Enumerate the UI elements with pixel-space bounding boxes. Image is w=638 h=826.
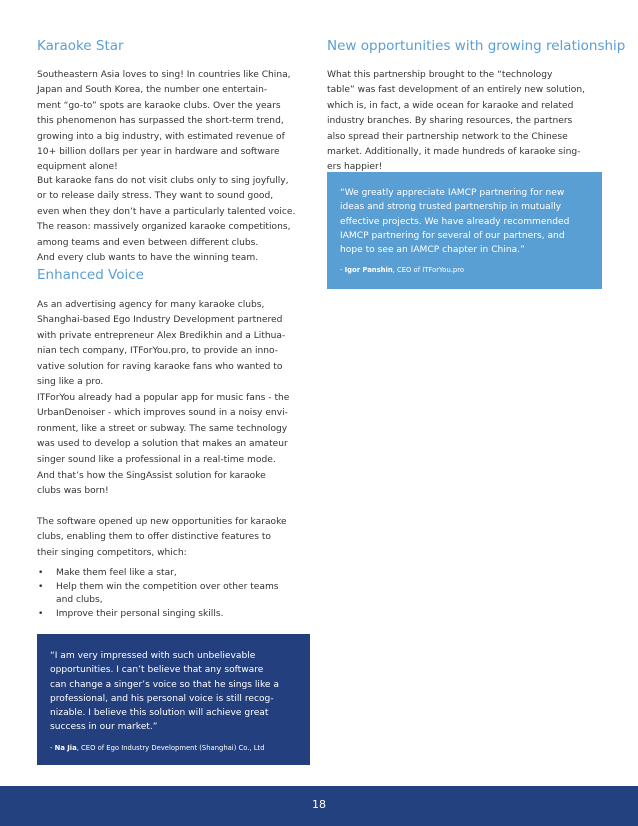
bullet-text: Make them feel like a star,: [56, 568, 177, 578]
section-heading-enhanced-voice: Enhanced Voice: [37, 267, 144, 283]
attribution-prefix: -: [340, 266, 345, 274]
karaoke-star-paragraph-2: But karaoke fans do not visit clubs only to sing joyfully, or to release daily stress. They want to sound good, even when they don’t have a particularly talented voice. The reason: massively organized karaoke competitions, among teams and even between different clubs. And every club wants to have the winning team.: [37, 176, 296, 264]
bullet-item: [37, 608, 313, 622]
quote-text: “I am very impressed with such unbelievable opportunities. I can’t believe that any software can change a singer’s voice so that he sings like a professional, and his personal voice is still recog- nizable. I believe this solution will achieve great success in our market.”: [50, 651, 279, 733]
bullet-item: [37, 581, 313, 608]
bullet-text: Improve their personal singing skills.: [56, 608, 224, 619]
enhanced-voice-paragraph-2: ITForYou already had a popular app for music fans - the UrbanDenoiser - which improves sound in a noisy envi- ronment, like a street or subway. The same technology was used to develop a solution that makes an amateur singer sound like a professional in a real-time mode.: [37, 393, 290, 465]
bullet-text: Help them win the competition over other teams and clubs,: [56, 581, 279, 605]
attribution-prefix: -: [50, 744, 55, 752]
enhanced-voice-paragraph-3: And that’s how the SingAssist solution for karaoke clubs was born!: [37, 471, 266, 497]
quote-text: “We greatly appreciate IAMCP partnering for new ideas and strong trusted partnership in mutually effective projects. We have already recommended IAMCP partnering for several of our partners, and hope to see an IAMCP chapter in China.”: [340, 188, 570, 256]
attribution-name: Na Jia: [54, 744, 77, 752]
attribution-name: Igor Panshin: [344, 266, 393, 274]
page-number: 18: [312, 798, 326, 811]
section-heading-new-opportunities: New opportunities with growing relationship: [327, 38, 626, 54]
bullet-marker: •: [38, 608, 44, 619]
new-opportunities-paragraph: What this partnership brought to the “technology table” was fast development of an entirely new solution, which is, in fact, a wide ocean for karaoke and related industry branches. By sharing resources, the partners also spread their partnership network to the Chinese market. Additionally, it made hundreds of karaoke sing- ers happier!: [327, 70, 585, 173]
bullet-item: [37, 567, 313, 581]
page-footer: [0, 786, 638, 826]
attribution-title: , CEO of Ego Industry Development (Shanghai) Co., Ltd: [76, 744, 265, 752]
quote-attribution: [50, 744, 265, 752]
karaoke-star-paragraph-1: Southeastern Asia loves to sing! In countries like China, Japan and South Korea, the number one entertain- ment “go-to” spots are karaoke clubs. Over the years this phenomenon has surpassed the short-term trend, growing into a big industry, with estimated revenue of 10+ billion dollars per year in hardware and software equipment alone!: [37, 70, 291, 173]
attribution-title: , CEO of ITForYou.pro: [392, 266, 465, 274]
quote-box-na-jia: [37, 634, 310, 765]
bullet-marker: •: [38, 581, 44, 592]
enhanced-voice-paragraph-4: The software opened up new opportunities for karaoke clubs, enabling them to offer distinctive features to their singing competitors, which:: [37, 517, 287, 558]
quote-attribution: [340, 266, 464, 274]
enhanced-voice-paragraph-1: As an advertising agency for many karaoke clubs, Shanghai-based Ego Industry Development partnered with private entrepreneur Alex Bredikhin and a Lithua- nian tech company, ITForYou.pro, to provide an inno- vative solution for raving karaoke fans who wanted to sing like a pro.: [37, 300, 286, 388]
bullet-marker: •: [38, 568, 44, 578]
quote-box-igor-panshin: [327, 172, 602, 289]
section-heading-karaoke-star: Karaoke Star: [37, 38, 124, 54]
feature-bullet-list: [37, 567, 313, 621]
